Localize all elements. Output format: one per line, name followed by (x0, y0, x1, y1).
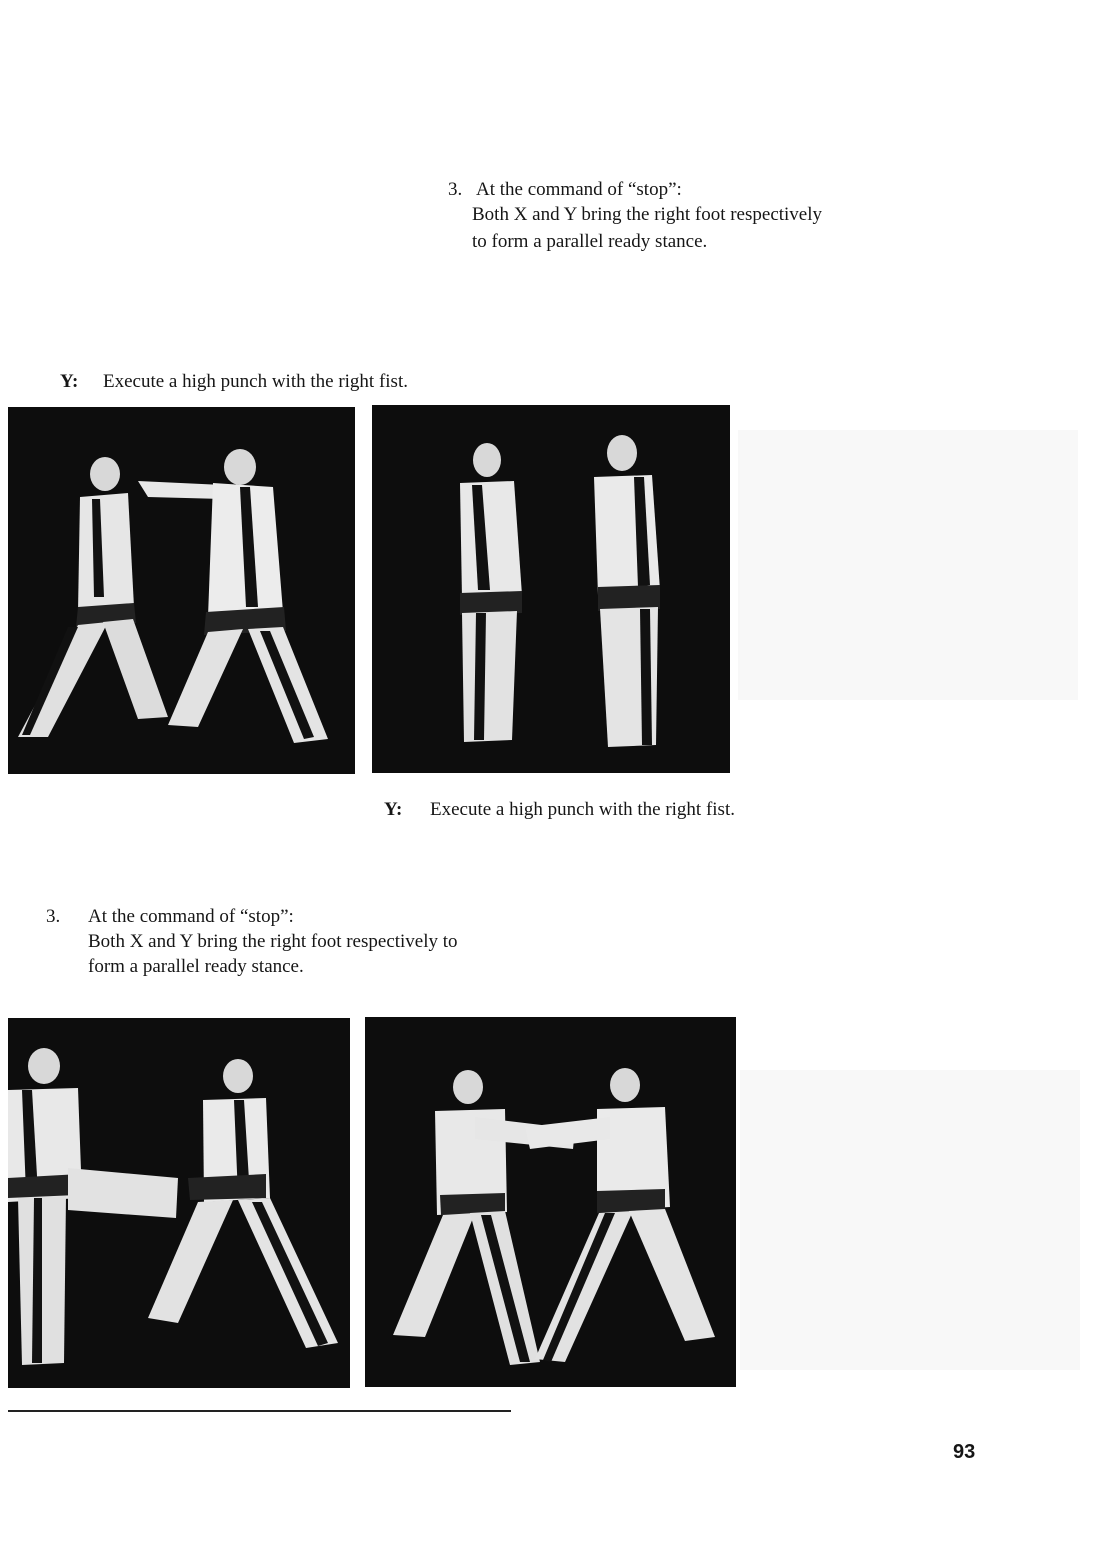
step-3-line3-mid: form a parallel ready stance. (88, 956, 304, 977)
step-3-number-mid: 3. (46, 906, 61, 927)
bleed-through-mark (740, 1070, 1080, 1370)
page-number: 93 (953, 1441, 976, 1463)
ready-stance-photo (372, 405, 730, 773)
caption-text-top: Execute a high punch with the right fist. (103, 371, 408, 392)
step-3-line1-top: At the command of “stop”: (476, 179, 682, 200)
caption-text-mid: Execute a high punch with the right fist. (430, 799, 735, 820)
step-3-line2-top: Both X and Y bring the right foot respectively (472, 204, 823, 225)
step-3-line3-top: to form a parallel ready stance. (472, 231, 708, 252)
step-3-number-top: 3. (448, 179, 463, 200)
step-3-line2-mid: Both X and Y bring the right foot respectively to (88, 931, 458, 952)
block-photo (365, 1017, 736, 1387)
kick-photo (8, 1018, 350, 1388)
punch-photo (8, 407, 355, 774)
caption-label-mid: Y: (384, 799, 403, 820)
step-3-line1-mid: At the command of “stop”: (88, 906, 294, 927)
caption-label-top: Y: (60, 371, 79, 392)
footer-rule (8, 1410, 511, 1412)
bleed-through-mark (738, 430, 1078, 700)
